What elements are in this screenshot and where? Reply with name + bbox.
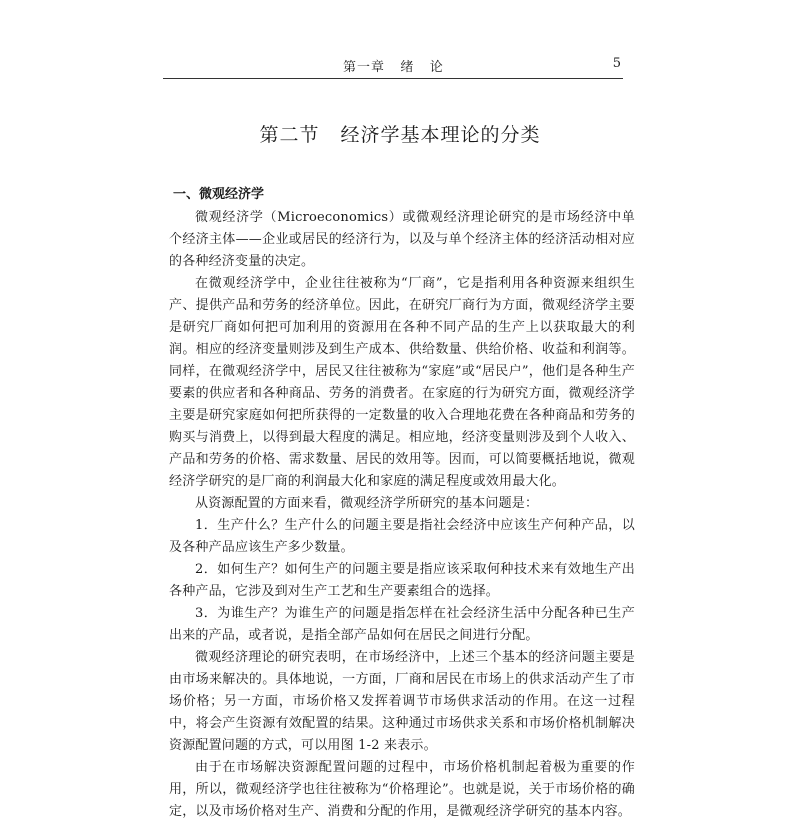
- paragraph: 2．如何生产？如何生产的问题主要是指应该采取何种技术来有效地生产出各种产品，它涉及到对生产工艺和生产要素组合的选择。: [169, 562, 635, 599]
- paragraph: 1．生产什么？生产什么的问题主要是指社会经济中应该生产何种产品，以及各种产品应该生产多少数量。: [169, 518, 635, 555]
- paragraph: 3．为谁生产？为谁生产的问题是指怎样在社会经济生活中分配各种已生产出来的产品，或者说，是指全部产品如何在居民之间进行分配。: [169, 606, 635, 643]
- paragraph: 微观经济学（Microeconomics）或微观经济理论研究的是市场经济中单个经济主体——企业或居民的经济行为，以及与单个经济主体的经济活动相对应的各种经济变量的决定。: [169, 210, 635, 269]
- paragraph: 从资源配置的方面来看，微观经济学所研究的基本问题是：: [195, 496, 539, 511]
- body-text: [169, 207, 635, 823]
- subsection-heading: 一、微观经济学: [173, 187, 265, 202]
- paragraph: 由于在市场解决资源配置问题的过程中，市场价格机制起着极为重要的作用，所以，微观经济学也往往被称为“价格理论”。也就是说，关于市场价格的确定，以及市场价格对生产、消费和分配的作用，是微观经济学研究的基本内容。: [169, 760, 635, 819]
- chapter-title: 第一章 绪 论: [343, 60, 444, 75]
- page-number: 5: [612, 56, 621, 71]
- running-header: [163, 56, 623, 79]
- paragraph: 在微观经济学中，企业往往被称为“厂商”，它是指利用各种资源来组织生产、提供产品和劳务的经济单位。因此，在研究厂商行为方面，微观经济学主要是研究厂商如何把可加利用的资源用在各种不同产品的生产上以获取最大的利润。相应的经济变量则涉及到生产成本、供给数量、供给价格、收益和利润等。同样，在微观经济学中，居民又往往被称为“家庭”或“居民户”，他们是各种生产要素的供应者和各种商品、劳务的消费者。在家庭的行为研究方面，微观经济学主要是研究家庭如何把所获得的一定数量的收入合理地花费在各种商品和劳务的购买与消费上，以得到最大程度的满足。相应地，经济变量则涉及到个人收入、产品和劳务的价格、需求数量、居民的效用等。因而，可以简要概括地说，微观经济学研究的是厂商的利润最大化和家庭的满足程度或效用最大化。: [169, 276, 635, 489]
- section-title: 第二节 经济学基本理论的分类: [259, 124, 541, 146]
- paragraph: 微观经济理论的研究表明，在市场经济中，上述三个基本的经济问题主要是由市场来解决的。具体地说，一方面，厂商和居民在市场上的供求活动产生了市场价格；另一方面，市场价格又发挥着调节市场供求活动的作用。在这一过程中，将会产生资源有效配置的结果。这种通过市场供求关系和市场价格机制解决资源配置问题的方式，可以用图 1-2 来表示。: [169, 650, 635, 753]
